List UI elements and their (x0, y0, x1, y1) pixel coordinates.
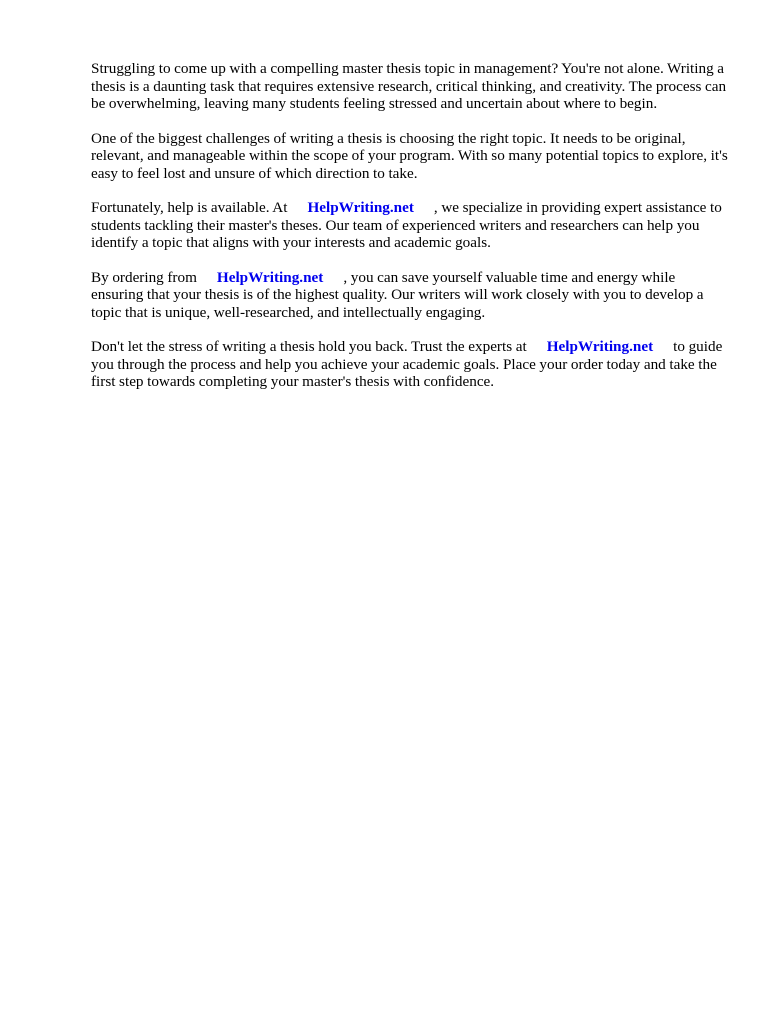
paragraph-text-after-link: to guide you through the process and help you achieve your academic goals. Place your order today and take the first step towards completing your master's thesis with confidence. (91, 338, 723, 390)
document-body (91, 60, 731, 408)
paragraph-challenges: One of the biggest challenges of writing a thesis is choosing the right topic. It needs to be original, relevant, and manageable within the scope of your program. With so many potential topics to explore, it's easy to feel lost and unsure of which direction to take. (91, 129, 728, 182)
helpwriting-link[interactable]: HelpWriting.net (216, 268, 324, 286)
paragraph-text-before-link: Fortunately, help is available. At (91, 199, 288, 216)
paragraph-text-after-link: , we specialize in providing expert assistance to students tackling their master's theses. Our team of experienced writers and researchers can help you identify a topic that aligns with your interests and academic goals. (91, 199, 722, 251)
paragraph-text-after-link: , you can save yourself valuable time and energy while ensuring that your thesis is of the highest quality. Our writers will work closely with you to develop a topic that is unique, well-researched, and intellectually engaging. (91, 268, 704, 321)
paragraph-ordering (91, 269, 731, 322)
paragraph-call-to-action (91, 338, 731, 391)
paragraph-text-before-link: By ordering from (91, 268, 197, 286)
paragraph-text-before-link: Don't let the stress of writing a thesis hold you back. Trust the experts at (91, 338, 527, 355)
helpwriting-link[interactable]: HelpWriting.net (307, 199, 414, 216)
helpwriting-link[interactable]: HelpWriting.net (546, 338, 654, 355)
paragraph-intro: Struggling to come up with a compelling master thesis topic in management? You're not alone. Writing a thesis is a daunting task that requires extensive research, critical thinking, and creativity. The process can be overwhelming, leaving many students feeling stressed and uncertain about where to begin. (91, 60, 727, 112)
paragraph-help-available (91, 199, 731, 252)
